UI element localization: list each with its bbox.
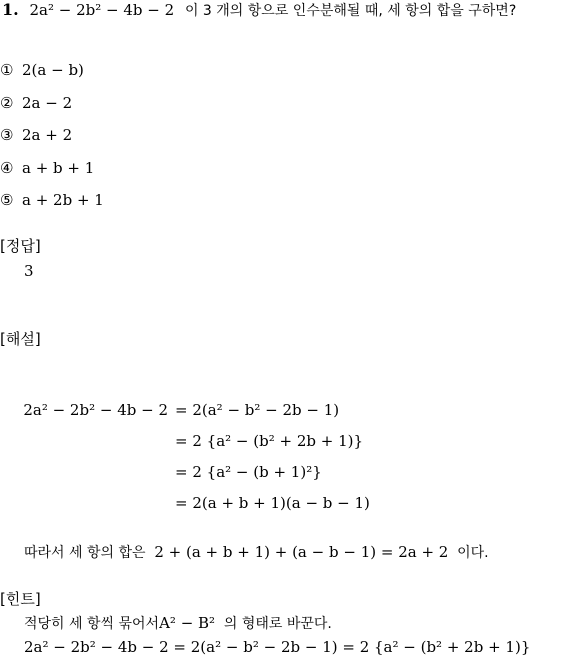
choice-4[interactable] (0, 159, 94, 177)
answer-value: 3 (24, 262, 34, 280)
choice-marker: ③ (0, 126, 14, 144)
choice-marker: ⑤ (0, 191, 14, 209)
question-number: 1. (2, 0, 19, 19)
choice-marker: ④ (0, 159, 14, 177)
hint-line-1 (24, 613, 332, 633)
conclusion-math: 2 + (a + b + 1) + (a − b − 1) = 2a + 2 (154, 543, 449, 561)
hint-line-2: 2a² − 2b² − 4b − 2 = 2(a² − b² − 2b − 1) = 2 {a² − (b² + 2b + 1)} (24, 638, 531, 656)
choice-3[interactable] (0, 126, 72, 144)
choice-marker: ② (0, 94, 14, 112)
choice-2[interactable] (0, 94, 72, 112)
equation-lhs-1: 2a² − 2b² − 4b − 2 (23, 401, 168, 419)
equation-rhs-3: = 2 {a² − (b + 1)²} (175, 463, 322, 481)
equation-rhs-1: = 2(a² − b² − 2b − 1) (175, 401, 340, 419)
choice-1[interactable] (0, 61, 84, 79)
choice-5[interactable] (0, 191, 104, 209)
conclusion-prefix: 따라서 세 항의 합은 (24, 545, 146, 561)
hint-label: [힌트] (0, 590, 41, 608)
conclusion-suffix: 이다. (457, 545, 489, 561)
choice-text: a + 2b + 1 (22, 191, 104, 209)
question-text: 이 3 개의 항으로 인수분해될 때, 세 항의 합을 구하면? (184, 3, 517, 19)
equation-rhs-4: = 2(a + b + 1)(a − b − 1) (175, 494, 370, 512)
answer-label: [정답] (0, 237, 41, 255)
question-expression: 2a² − 2b² − 4b − 2 (29, 1, 175, 19)
choice-text: 2(a − b) (22, 61, 84, 79)
hint-text: 적당히 세 항씩 묶어서 (24, 616, 160, 632)
choice-text: 2a + 2 (22, 126, 73, 144)
hint-suffix: 의 형태로 바꾼다. (223, 616, 332, 632)
equation-rhs-2: = 2 {a² − (b² + 2b + 1)} (175, 432, 364, 450)
choice-marker: ① (0, 61, 14, 79)
question-line (2, 0, 516, 20)
explanation-label: [해설] (0, 330, 41, 348)
choice-text: 2a − 2 (22, 94, 73, 112)
choice-text: a + b + 1 (22, 159, 95, 177)
explanation-conclusion (24, 542, 489, 562)
hint-math: A² − B² (159, 614, 216, 632)
